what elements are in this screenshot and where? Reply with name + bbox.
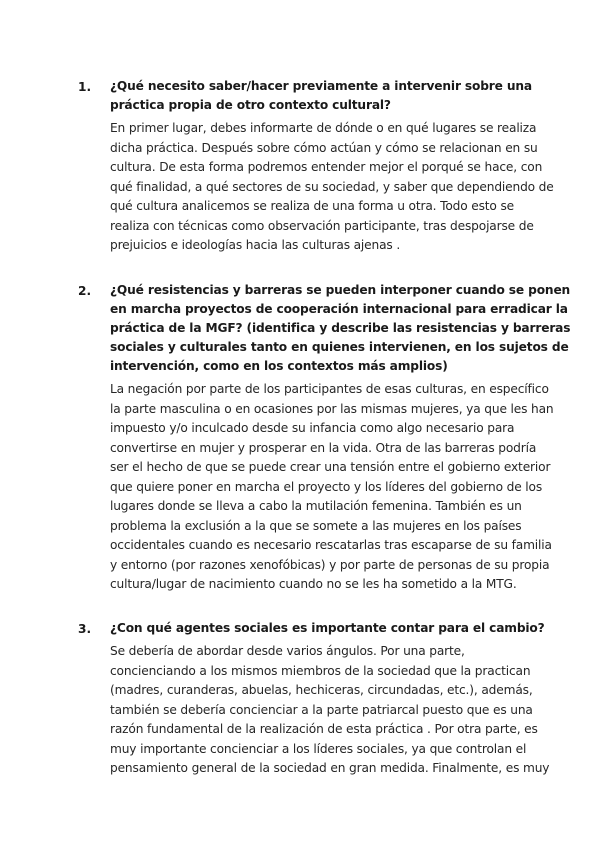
question-item-2 — [78, 281, 571, 595]
answer-line: realiza con técnicas como observación participante, tras despojarse de — [110, 218, 534, 233]
question-line: práctica propia de otro contexto cultural? — [110, 98, 391, 112]
question-line: ¿Qué necesito saber/hacer previamente a intervenir sobre una — [110, 79, 533, 93]
question-text — [110, 281, 571, 376]
answer-text — [110, 380, 554, 595]
question-line: práctica de la MGF? (identifica y describe las resistencias y barreras — [110, 321, 571, 335]
answer-line: convertirse en mujer y prosperar en la vida. Otra de las barreras podría — [110, 440, 537, 455]
question-line: intervención, como en los contextos más amplios) — [110, 359, 448, 373]
answer-line: (madres, curanderas, abuelas, hechiceras, circundadas, etc.), además, — [110, 683, 533, 697]
question-line: ¿Con qué agentes sociales es importante contar para el cambio? — [110, 621, 545, 635]
answer-line: impuesto y/o inculcado desde su infancia como algo necesario para — [110, 421, 515, 435]
answer-line: que quiere poner en marcha el proyecto y los líderes del gobierno de los — [110, 479, 543, 494]
item-number: 3. — [78, 622, 92, 636]
question-text — [110, 619, 545, 638]
answer-line: Se debería de abordar desde varios ángulos. Por una parte, — [110, 644, 465, 658]
answer-line: concienciando a los mismos miembros de la sociedad que la practican — [110, 663, 531, 678]
answer-line: occidentales cuando es necesario rescatarlas tras escaparse de su familia — [110, 538, 552, 552]
answer-line: razón fundamental de la realización de esta práctica . Por otra parte, es — [110, 722, 538, 736]
answer-line: ser el hecho de que se puede crear una tensión entre el gobierno exterior — [110, 460, 551, 474]
answer-line: cultura/lugar de nacimiento cuando no se les ha sometido a la MTG. — [110, 577, 517, 591]
answer-line: prejuicios e ideologías hacia las culturas ajenas . — [110, 238, 401, 252]
item-number: 1. — [78, 80, 92, 94]
question-line: en marcha proyectos de cooperación internacional para erradicar la — [110, 302, 568, 316]
question-text — [110, 77, 533, 115]
answer-line: muy importante concienciar a los líderes sociales, ya que controlan el — [110, 741, 527, 756]
answer-text — [110, 119, 554, 256]
question-line: ¿Qué resistencias y barreras se pueden interponer cuando se ponen — [110, 283, 571, 297]
answer-line: y entorno (por razones xenofóbicas) y por parte de personas de su propia — [110, 557, 550, 572]
question-item-3 — [78, 619, 550, 779]
answer-line: La negación por parte de los participantes de esas culturas, en específico — [110, 382, 549, 396]
question-line: sociales y culturales tanto en quienes intervienen, en los sujetos de — [110, 340, 569, 354]
answer-line: también se debería concienciar a la parte patriarcal puesto que es una — [110, 702, 533, 717]
answer-line: problema la exclusión a la que se somete a las mujeres en los países — [110, 518, 522, 533]
answer-line: qué finalidad, a qué sectores de su sociedad, y saber que dependiendo de — [110, 179, 554, 194]
answer-text — [110, 642, 550, 779]
answer-line: En primer lugar, debes informarte de dónde o en qué lugares se realiza — [110, 121, 537, 135]
answer-line: lugares donde se lleva a cabo la mutilación femenina. También es un — [110, 499, 522, 513]
item-number: 2. — [78, 284, 92, 298]
question-item-1 — [78, 77, 554, 256]
answer-line: la parte masculina o en ocasiones por las mismas mujeres, ya que les han — [110, 401, 554, 416]
answer-line: pensamiento general de la sociedad en gran medida. Finalmente, es muy — [110, 761, 550, 775]
answer-line: qué cultura analicemos se realiza de una forma u otra. Todo esto se — [110, 199, 514, 213]
answer-line: dicha práctica. Después sobre cómo actúan y cómo se relacionan en su — [110, 140, 538, 155]
answer-line: cultura. De esta forma podremos entender mejor el porqué se hace, con — [110, 160, 543, 174]
